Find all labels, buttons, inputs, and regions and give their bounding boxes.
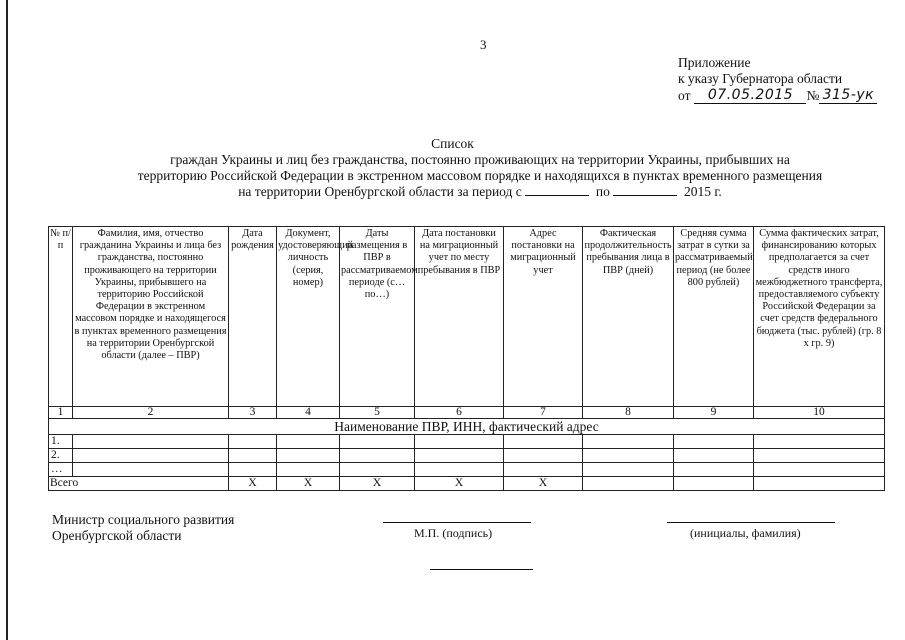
table-cell xyxy=(73,435,229,449)
page-edge xyxy=(6,0,8,640)
col-header-daily-cost: Средняя сумма затрат в сутки за рассматриваемый период (не более 800 рублей) xyxy=(674,227,754,407)
table-cell xyxy=(415,463,504,477)
table-cell xyxy=(583,435,674,449)
section-row xyxy=(49,419,885,435)
table-cell xyxy=(340,449,415,463)
table-cell xyxy=(504,463,583,477)
appendix-decree: к указу Губернатора области xyxy=(678,71,843,86)
table-cell xyxy=(754,449,885,463)
period-from-blank xyxy=(525,185,589,196)
name-caption: (инициалы, фамилия) xyxy=(690,526,801,540)
subtitle-line-3 xyxy=(100,184,860,200)
total-cell xyxy=(754,477,885,491)
total-label: Всего xyxy=(49,477,229,491)
table-cell xyxy=(504,449,583,463)
table-row xyxy=(49,463,885,477)
minister-title-line-1: Министр социального развития xyxy=(52,512,235,527)
table-cell xyxy=(583,449,674,463)
table-cell xyxy=(277,463,340,477)
subtitle-period-text: на территории Оренбургской области за период с xyxy=(238,184,522,199)
stamp-caption: М.П. (подпись) xyxy=(414,526,493,540)
subtitle-line-1: граждан Украины и лиц без гражданства, постоянно проживающих на территории Украины, прибывших на xyxy=(170,152,790,167)
column-number: 8 xyxy=(583,407,674,419)
minister-title-line-2: Оренбургской области xyxy=(52,528,182,543)
table-cell xyxy=(674,435,754,449)
appendix-date: 07.05.2015 xyxy=(694,87,806,104)
page-number: 3 xyxy=(480,37,487,52)
row-number: 2. xyxy=(49,449,73,463)
total-cell xyxy=(583,477,674,491)
table-cell xyxy=(277,435,340,449)
total-mark: Х xyxy=(415,477,504,491)
table-cell xyxy=(415,435,504,449)
subtitle-year: 2015 г. xyxy=(684,184,722,199)
subtitle-line-2: территорию Российской Федерации в экстренном массовом порядке и находящихся в пунктах временного размещения xyxy=(137,168,823,183)
table-cell xyxy=(415,449,504,463)
period-to-blank xyxy=(613,185,677,196)
col-header-birth-date: Дата рождения xyxy=(229,227,277,407)
row-number: … xyxy=(49,463,73,477)
table-cell xyxy=(674,463,754,477)
col-header-id-document: Документ, удостоверяющий личность (серия, номер) xyxy=(277,227,340,407)
table-row xyxy=(49,435,885,449)
appendix-number: 315-ук xyxy=(819,87,877,104)
col-header-total-cost: Сумма фактических затрат, финансированию которых предполагается за счет средств иного межбюджетного трансферта, предоставляемого субъекту Российской Федерации за счет средств федерального бюджета (тыс. рублей) (гр. 8 х гр. 9) xyxy=(754,227,885,407)
col-header-number: № п/п xyxy=(49,227,73,407)
header-row xyxy=(49,227,885,407)
table-cell xyxy=(73,463,229,477)
appendix-block xyxy=(678,55,877,104)
table-cell xyxy=(229,463,277,477)
column-number: 4 xyxy=(277,407,340,419)
refugee-list-table xyxy=(48,226,885,491)
table-cell xyxy=(754,463,885,477)
table-cell xyxy=(674,449,754,463)
table-cell xyxy=(754,435,885,449)
appendix-title: Приложение xyxy=(678,55,751,70)
col-header-registration-date: Дата постановки на миграционный учет по месту пребывания в ПВР xyxy=(415,227,504,407)
col-header-stay-duration: Фактическая продолжительность пребывания лица в ПВР (дней) xyxy=(583,227,674,407)
table-cell xyxy=(277,449,340,463)
section-title: Наименование ПВР, ИНН, фактический адрес xyxy=(49,419,885,435)
document-heading: Список xyxy=(431,136,474,151)
row-number: 1. xyxy=(49,435,73,449)
total-mark: Х xyxy=(504,477,583,491)
column-number: 1 xyxy=(49,407,73,419)
appendix-number-sign: № xyxy=(806,88,820,103)
column-number: 5 xyxy=(340,407,415,419)
col-header-registration-address: Адрес постановки на миграционный учет xyxy=(504,227,583,407)
total-mark: Х xyxy=(229,477,277,491)
name-line xyxy=(667,522,835,523)
signature-line xyxy=(383,522,531,523)
minister-title xyxy=(52,512,234,544)
column-number: 6 xyxy=(415,407,504,419)
table-cell xyxy=(229,435,277,449)
col-header-full-name: Фамилия, имя, отчество гражданина Украины и лица без гражданства, постоянно проживающего на территории Украины, прибывшего на территорию Российской Федерации в экстренном массовом порядке и находящегося в пунктах временного размещения на территории Оренбургской области (далее – ПВР) xyxy=(73,227,229,407)
total-row xyxy=(49,477,885,491)
table-row xyxy=(49,449,885,463)
column-number: 7 xyxy=(504,407,583,419)
column-number: 2 xyxy=(73,407,229,419)
col-header-stay-dates: Даты размещения в ПВР в рассматриваемом периоде (с… по…) xyxy=(340,227,415,407)
appendix-date-line xyxy=(678,87,877,104)
table-cell xyxy=(504,435,583,449)
column-number: 10 xyxy=(754,407,885,419)
total-mark: Х xyxy=(277,477,340,491)
subtitle-period-to: по xyxy=(595,184,610,199)
column-number: 3 xyxy=(229,407,277,419)
table-cell xyxy=(73,449,229,463)
appendix-prefix: от xyxy=(678,88,691,103)
document-subtitle xyxy=(100,152,860,200)
extra-line xyxy=(430,569,533,570)
column-numbers-row xyxy=(49,407,885,419)
column-number: 9 xyxy=(674,407,754,419)
table-cell xyxy=(583,463,674,477)
total-cell xyxy=(674,477,754,491)
table-cell xyxy=(340,435,415,449)
table-cell xyxy=(340,463,415,477)
total-mark: Х xyxy=(340,477,415,491)
table-cell xyxy=(229,449,277,463)
